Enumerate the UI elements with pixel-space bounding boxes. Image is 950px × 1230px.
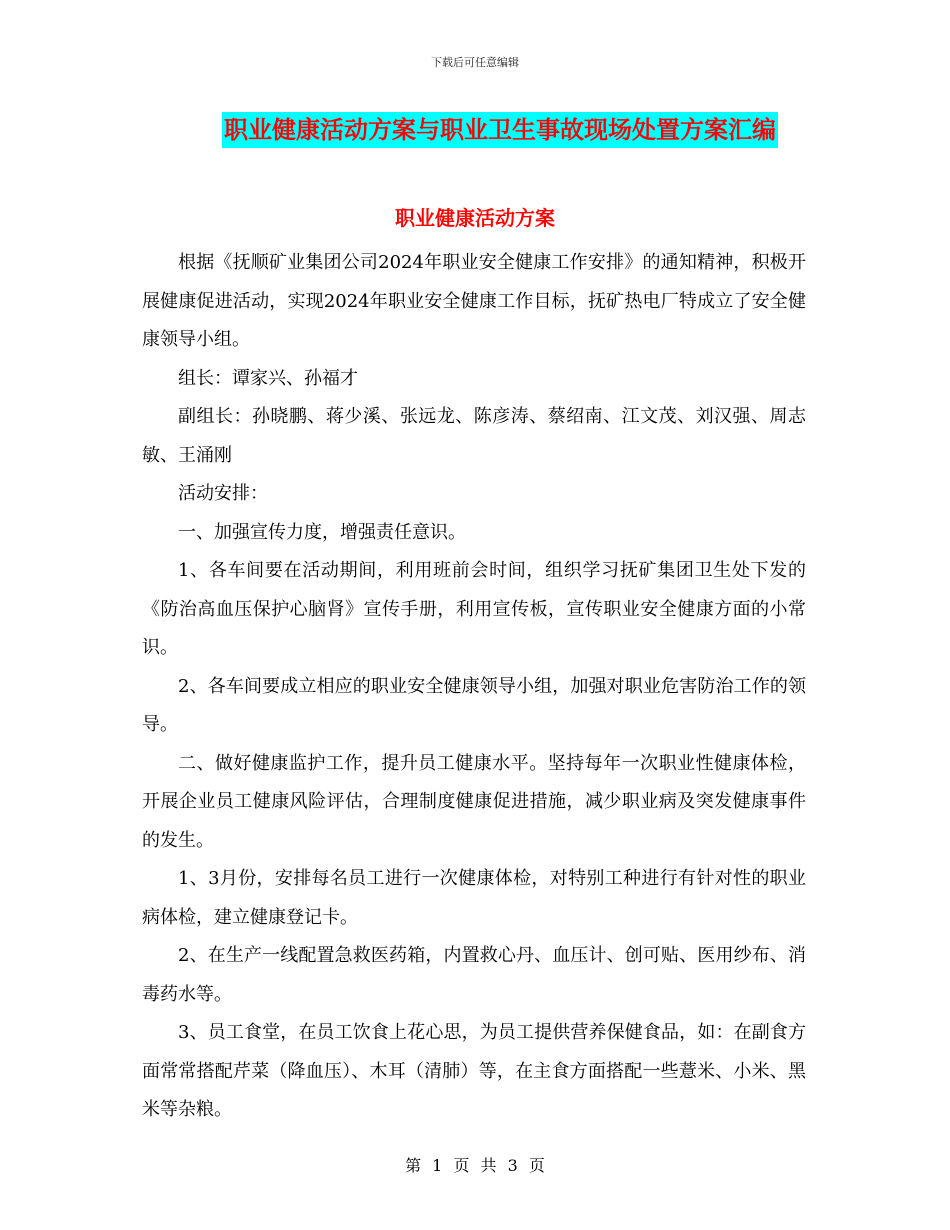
paragraph: 副组长：孙晓鹏、蒋少溪、张远龙、陈彦涛、蔡绍南、江文茂、刘汉强、周志敏、王涌刚 bbox=[142, 406, 806, 466]
paragraph: 根据《抚顺矿业集团公司2024年职业安全健康工作安排》的通知精神，积极开展健康促进活动，实现2024年职业安全健康工作目标，抚矿热电厂特成立了安全健康领导小组。 bbox=[142, 252, 806, 350]
header-note: 下载后可任意编辑 bbox=[431, 56, 519, 69]
paragraph: 一、加强宣传力度，增强责任意识。 bbox=[178, 521, 466, 543]
paragraph: 1、3月份，安排每名员工进行一次健康体检，对特别工种进行有针对性的职业病体检，建立健康登记卡。 bbox=[142, 868, 806, 928]
paragraph: 2、在生产一线配置急救医药箱，内置救心丹、血压计、创可贴、医用纱布、消毒药水等。 bbox=[142, 945, 806, 1005]
paragraph: 组长：谭家兴、孙福才 bbox=[178, 367, 358, 389]
page-footer: 第 1 页 共 3 页 bbox=[405, 1156, 545, 1175]
section-title: 职业健康活动方案 bbox=[395, 206, 555, 230]
paragraph: 活动安排： bbox=[178, 483, 268, 504]
paragraph: 2、各车间要成立相应的职业安全健康领导小组，加强对职业危害防治工作的领导。 bbox=[142, 675, 806, 735]
paragraph: 1、各车间要在活动期间，利用班前会时间，组织学习抚矿集团卫生处下发的《防治高血压保护心脑肾》宣传手册，利用宣传板，宣传职业安全健康方面的小常识。 bbox=[142, 560, 806, 658]
document-body bbox=[142, 244, 806, 1130]
document-title-container bbox=[0, 112, 950, 148]
document-title: 职业健康活动方案与职业卫生事故现场处置方案汇编 bbox=[222, 112, 778, 148]
paragraph: 3、员工食堂，在员工饮食上花心思，为员工提供营养保健食品，如：在副食方面常常搭配芹菜（降血压）、木耳（清肺）等，在主食方面搭配一些薏米、小米、黑米等杂粮。 bbox=[142, 1022, 806, 1120]
paragraph: 二、做好健康监护工作，提升员工健康水平。坚持每年一次职业性健康体检，开展企业员工健康风险评估，合理制度健康促进措施，减少职业病及突发健康事件的发生。 bbox=[142, 752, 806, 851]
